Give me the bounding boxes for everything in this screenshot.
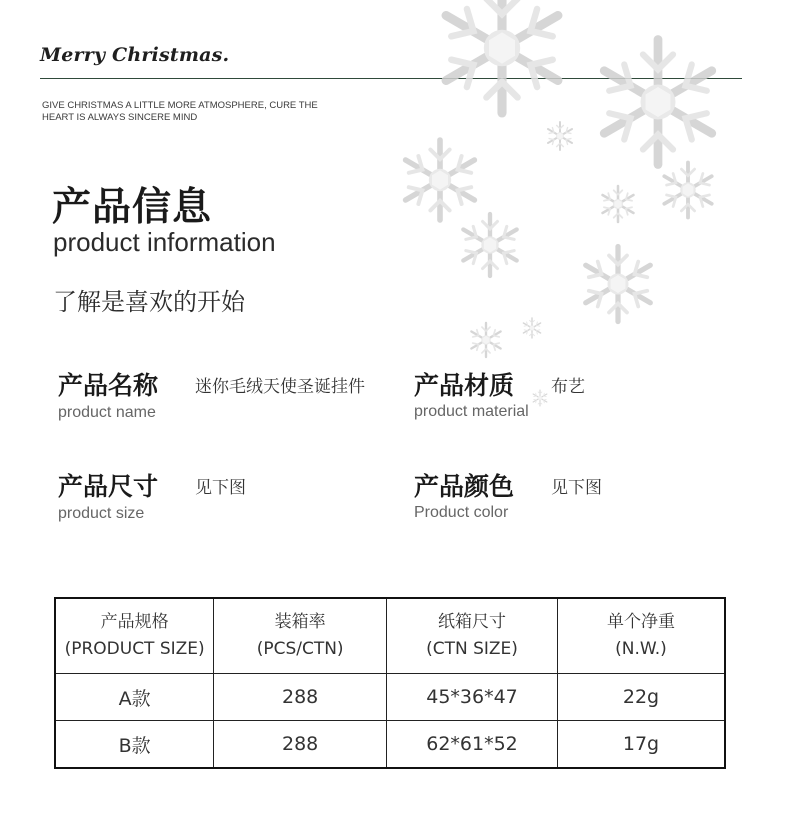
- table-row: [55, 721, 725, 769]
- snowflake-icon: [604, 40, 712, 165]
- header-en: (CTN SIZE): [426, 639, 518, 659]
- section-subtitle: 了解是喜欢的开始: [53, 288, 245, 316]
- table-cell-pcs: 288: [214, 721, 387, 769]
- slogan-line-2: HEART IS ALWAYS SINCERE MIND: [42, 112, 198, 123]
- header-product-size: [55, 598, 214, 674]
- snowflake-decoration: [390, 0, 790, 420]
- snowflake-icon: [446, 0, 558, 113]
- snowflake-icon: [664, 163, 711, 218]
- spec-table: [54, 597, 726, 769]
- product-material-label-en: product material: [414, 403, 529, 420]
- snowflake-icon: [471, 323, 500, 357]
- table-header-row: [55, 598, 725, 674]
- table-cell-model: A款: [55, 674, 214, 721]
- section-title-cn: 产品信息: [52, 185, 213, 230]
- header-en: (PCS/CTN): [256, 639, 344, 659]
- table-cell-weight: 22g: [557, 674, 725, 721]
- header-cn: 产品规格: [100, 612, 169, 632]
- header-cn: 装箱率: [274, 612, 326, 632]
- table-cell-model: B款: [55, 721, 214, 769]
- snowflake-icon: [533, 390, 547, 406]
- product-name-value: 迷你毛绒天使圣诞挂件: [195, 377, 365, 397]
- header-cn: 单个净重: [606, 612, 675, 632]
- slogan-line-1: GIVE CHRISTMAS A LITTLE MORE ATMOSPHERE, CURE THE: [42, 100, 318, 111]
- snowflake-icon: [586, 247, 651, 322]
- product-color-label: 产品颜色: [414, 472, 515, 501]
- snowflake-icon: [603, 186, 634, 222]
- header-pcs-ctn: [214, 598, 387, 674]
- product-name-label: 产品名称: [58, 371, 159, 400]
- header-cn: 纸箱尺寸: [438, 612, 506, 632]
- product-size-value: 见下图: [195, 478, 246, 498]
- snowflake-icon: [463, 214, 516, 276]
- snowflake-icon: [548, 122, 572, 150]
- brand-title: Merry Christmas.: [40, 44, 230, 66]
- product-material-value: 布艺: [551, 377, 585, 397]
- product-size-label: 产品尺寸: [58, 472, 159, 501]
- product-color-value: 见下图: [551, 478, 602, 498]
- table-cell-ctn-size: 62*61*52: [387, 721, 558, 769]
- header-net-weight: [557, 598, 725, 674]
- table-cell-pcs: 288: [214, 674, 387, 721]
- slogan: [42, 100, 332, 124]
- section-title-en: product information: [53, 227, 276, 257]
- snowflake-icon: [523, 318, 540, 338]
- product-name-label-en: product name: [58, 404, 156, 421]
- product-color-label-en: Product color: [414, 504, 509, 521]
- header-en: (N.W.): [615, 639, 667, 659]
- product-size-label-en: product size: [58, 505, 145, 522]
- header-en: (PRODUCT SIZE): [64, 639, 205, 659]
- table-cell-weight: 17g: [557, 721, 725, 769]
- table-row: [55, 674, 725, 721]
- product-material-label: 产品材质: [414, 371, 515, 400]
- snowflake-icon: [406, 140, 475, 220]
- header-ctn-size: [387, 598, 558, 674]
- table-cell-ctn-size: 45*36*47: [387, 674, 558, 721]
